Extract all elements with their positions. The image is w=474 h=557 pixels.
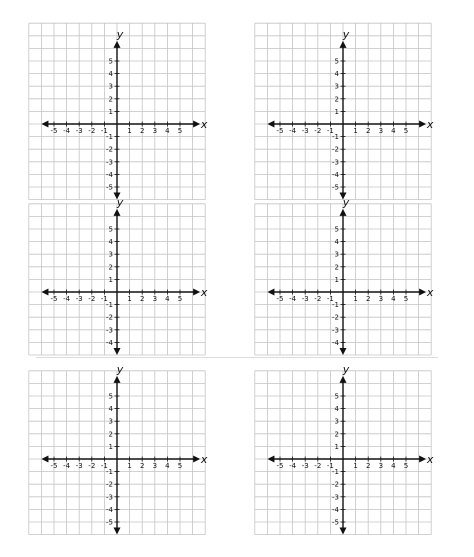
x-tick-label: 2 — [365, 127, 371, 135]
x-tick-label: -2 — [314, 127, 322, 135]
y-axis-arrow-icon — [114, 41, 121, 48]
y-tick-label: -3 — [332, 158, 339, 167]
y-tick-label: 5 — [334, 392, 339, 401]
x-tick-label: -4 — [63, 127, 71, 135]
x-tick-label: 3 — [152, 127, 158, 135]
y-tick-label: 5 — [334, 57, 339, 66]
x-tick-label: -4 — [63, 295, 71, 303]
y-axis-arrow-icon — [340, 209, 347, 216]
x-axis-arrow-icon — [193, 289, 200, 296]
y-tick-label: -4 — [332, 505, 339, 514]
x-axis-arrow-icon — [419, 121, 426, 128]
y-tick-label: 4 — [334, 70, 339, 79]
x-tick-label: -3 — [301, 295, 309, 303]
axes — [41, 209, 200, 355]
x-tick-label: -3 — [301, 127, 309, 135]
y-tick-label: -5 — [106, 183, 113, 192]
y-tick-label: 4 — [108, 405, 113, 414]
x-axis-label: x — [426, 286, 434, 299]
x-tick-label: 3 — [378, 127, 384, 135]
y-tick-label: -2 — [332, 480, 339, 489]
y-axis-arrow-down-icon — [340, 348, 347, 355]
x-axis-label: x — [426, 118, 434, 131]
x-tick-label: -5 — [276, 127, 284, 135]
axes — [267, 41, 426, 200]
x-tick-label: 2 — [139, 127, 145, 135]
x-tick-label: -2 — [314, 462, 322, 470]
y-tick-label: 4 — [334, 405, 339, 414]
x-axis-arrow-left-icon — [41, 121, 48, 128]
x-tick-label: -2 — [314, 295, 322, 303]
y-axis-arrow-down-icon — [340, 528, 347, 535]
x-tick-label: 1 — [353, 295, 358, 303]
y-tick-label: -1 — [332, 301, 339, 310]
y-tick-label: -1 — [106, 468, 113, 477]
y-tick-label: -4 — [332, 338, 339, 347]
x-axis-label: x — [426, 453, 434, 466]
x-tick-label: 5 — [177, 127, 183, 135]
x-tick-label: 3 — [152, 295, 158, 303]
x-tick-label: 2 — [365, 462, 371, 470]
x-tick-label: -5 — [276, 462, 284, 470]
y-axis-arrow-icon — [340, 376, 347, 383]
x-tick-label: 1 — [353, 127, 358, 135]
y-axis-arrow-icon — [340, 41, 347, 48]
y-tick-label: 1 — [108, 275, 113, 284]
x-tick-label: -1 — [100, 127, 108, 135]
x-tick-label: -4 — [289, 462, 297, 470]
x-tick-label: 4 — [391, 295, 396, 303]
y-tick-label: -3 — [106, 326, 113, 335]
y-tick-label: -3 — [332, 493, 339, 502]
y-tick-label: 1 — [334, 107, 339, 116]
y-tick-label: 1 — [108, 107, 113, 116]
y-tick-label: 3 — [108, 250, 113, 259]
y-axis-arrow-icon — [114, 209, 121, 216]
x-tick-label: 4 — [391, 127, 396, 135]
y-tick-label: -2 — [332, 313, 339, 322]
y-tick-label: 3 — [108, 82, 113, 91]
y-tick-label: -5 — [106, 518, 113, 527]
y-tick-label: -3 — [106, 158, 113, 167]
y-tick-label: -2 — [106, 313, 113, 322]
y-tick-label: -3 — [332, 326, 339, 335]
y-tick-label: 2 — [108, 95, 113, 104]
axes — [267, 376, 426, 535]
x-tick-label: 2 — [139, 462, 145, 470]
x-tick-label: 5 — [403, 295, 409, 303]
y-tick-label: -4 — [106, 170, 113, 179]
y-tick-label: 1 — [334, 275, 339, 284]
x-tick-label: 3 — [152, 462, 158, 470]
y-tick-label: -4 — [106, 505, 113, 514]
x-tick-label: -2 — [88, 295, 96, 303]
x-tick-label: 5 — [177, 462, 183, 470]
y-tick-label: 2 — [108, 263, 113, 272]
y-tick-label: 5 — [108, 57, 113, 66]
x-tick-label: 4 — [165, 462, 170, 470]
y-tick-label: 3 — [108, 417, 113, 426]
x-tick-label: -1 — [326, 462, 334, 470]
coordinate-plane-5 — [29, 363, 208, 535]
y-tick-label: 2 — [334, 430, 339, 439]
x-tick-label: 1 — [353, 462, 358, 470]
y-tick-label: 5 — [108, 392, 113, 401]
x-tick-label: 1 — [127, 462, 132, 470]
y-tick-label: 2 — [334, 95, 339, 104]
y-tick-label: -1 — [332, 468, 339, 477]
y-tick-label: -1 — [332, 133, 339, 142]
y-tick-label: 3 — [334, 417, 339, 426]
y-axis-label: y — [342, 362, 350, 376]
y-tick-label: 2 — [334, 263, 339, 272]
y-axis-arrow-down-icon — [114, 528, 121, 535]
y-tick-label: 5 — [108, 225, 113, 234]
x-tick-label: 5 — [177, 295, 183, 303]
x-tick-label: 4 — [391, 462, 396, 470]
section-divider — [36, 357, 438, 358]
y-tick-label: -1 — [106, 301, 113, 310]
x-tick-label: 3 — [378, 295, 384, 303]
x-tick-label: 4 — [165, 127, 170, 135]
x-tick-label: -1 — [100, 462, 108, 470]
x-tick-label: -3 — [75, 295, 83, 303]
x-axis-label: x — [200, 453, 208, 466]
x-axis-arrow-left-icon — [267, 289, 274, 296]
x-tick-label: 3 — [378, 462, 384, 470]
x-tick-label: -2 — [88, 462, 96, 470]
x-axis-arrow-left-icon — [41, 456, 48, 463]
axes — [41, 41, 200, 200]
coordinate-plane-1 — [29, 23, 208, 199]
y-tick-label: -5 — [332, 518, 339, 527]
x-axis-arrow-left-icon — [41, 289, 48, 296]
y-tick-label: 1 — [108, 442, 113, 451]
x-tick-label: -1 — [100, 295, 108, 303]
y-axis-arrow-icon — [114, 376, 121, 383]
y-tick-label: -4 — [106, 338, 113, 347]
x-axis-arrow-icon — [419, 456, 426, 463]
coordinate-plane-4 — [255, 196, 434, 355]
coordinate-plane-3 — [29, 196, 208, 355]
x-tick-label: 2 — [139, 295, 145, 303]
x-tick-label: -3 — [75, 462, 83, 470]
y-tick-label: -2 — [106, 480, 113, 489]
y-tick-label: 1 — [334, 442, 339, 451]
x-tick-label: 1 — [127, 295, 132, 303]
y-tick-label: 3 — [334, 82, 339, 91]
x-tick-label: -5 — [276, 295, 284, 303]
x-axis-arrow-left-icon — [267, 121, 274, 128]
y-tick-label: 5 — [334, 225, 339, 234]
y-tick-label: -2 — [106, 145, 113, 154]
axes — [267, 209, 426, 355]
y-axis-label: y — [116, 27, 124, 41]
y-tick-label: -2 — [332, 145, 339, 154]
x-tick-label: 5 — [403, 127, 409, 135]
y-axis-arrow-down-icon — [114, 348, 121, 355]
x-tick-label: -2 — [88, 127, 96, 135]
x-tick-label: -3 — [75, 127, 83, 135]
y-tick-label: 4 — [108, 238, 113, 247]
x-axis-arrow-icon — [193, 121, 200, 128]
y-tick-label: -1 — [106, 133, 113, 142]
y-axis-label: y — [116, 362, 124, 376]
y-tick-label: -5 — [332, 183, 339, 192]
x-tick-label: -1 — [326, 127, 334, 135]
x-tick-label: -1 — [326, 295, 334, 303]
x-tick-label: -4 — [289, 127, 297, 135]
y-tick-label: -3 — [106, 493, 113, 502]
y-axis-label: y — [342, 195, 350, 209]
y-axis-label: y — [116, 195, 124, 209]
x-axis-arrow-icon — [193, 456, 200, 463]
x-tick-label: -5 — [50, 295, 58, 303]
axes — [41, 376, 200, 535]
y-tick-label: 4 — [334, 238, 339, 247]
x-axis-arrow-icon — [419, 289, 426, 296]
y-tick-label: 2 — [108, 430, 113, 439]
y-tick-label: -4 — [332, 170, 339, 179]
x-tick-label: -5 — [50, 462, 58, 470]
x-tick-label: -5 — [50, 127, 58, 135]
y-axis-label: y — [342, 27, 350, 41]
x-tick-label: 1 — [127, 127, 132, 135]
x-tick-label: -3 — [301, 462, 309, 470]
x-axis-arrow-left-icon — [267, 456, 274, 463]
x-tick-label: 5 — [403, 462, 409, 470]
x-tick-label: -4 — [63, 462, 71, 470]
y-tick-label: 4 — [108, 70, 113, 79]
x-tick-label: 2 — [365, 295, 371, 303]
x-tick-label: 4 — [165, 295, 170, 303]
x-tick-label: -4 — [289, 295, 297, 303]
x-axis-label: x — [200, 286, 208, 299]
coordinate-plane-6 — [255, 363, 434, 535]
y-tick-label: 3 — [334, 250, 339, 259]
coordinate-plane-2 — [255, 23, 434, 199]
x-axis-label: x — [200, 118, 208, 131]
